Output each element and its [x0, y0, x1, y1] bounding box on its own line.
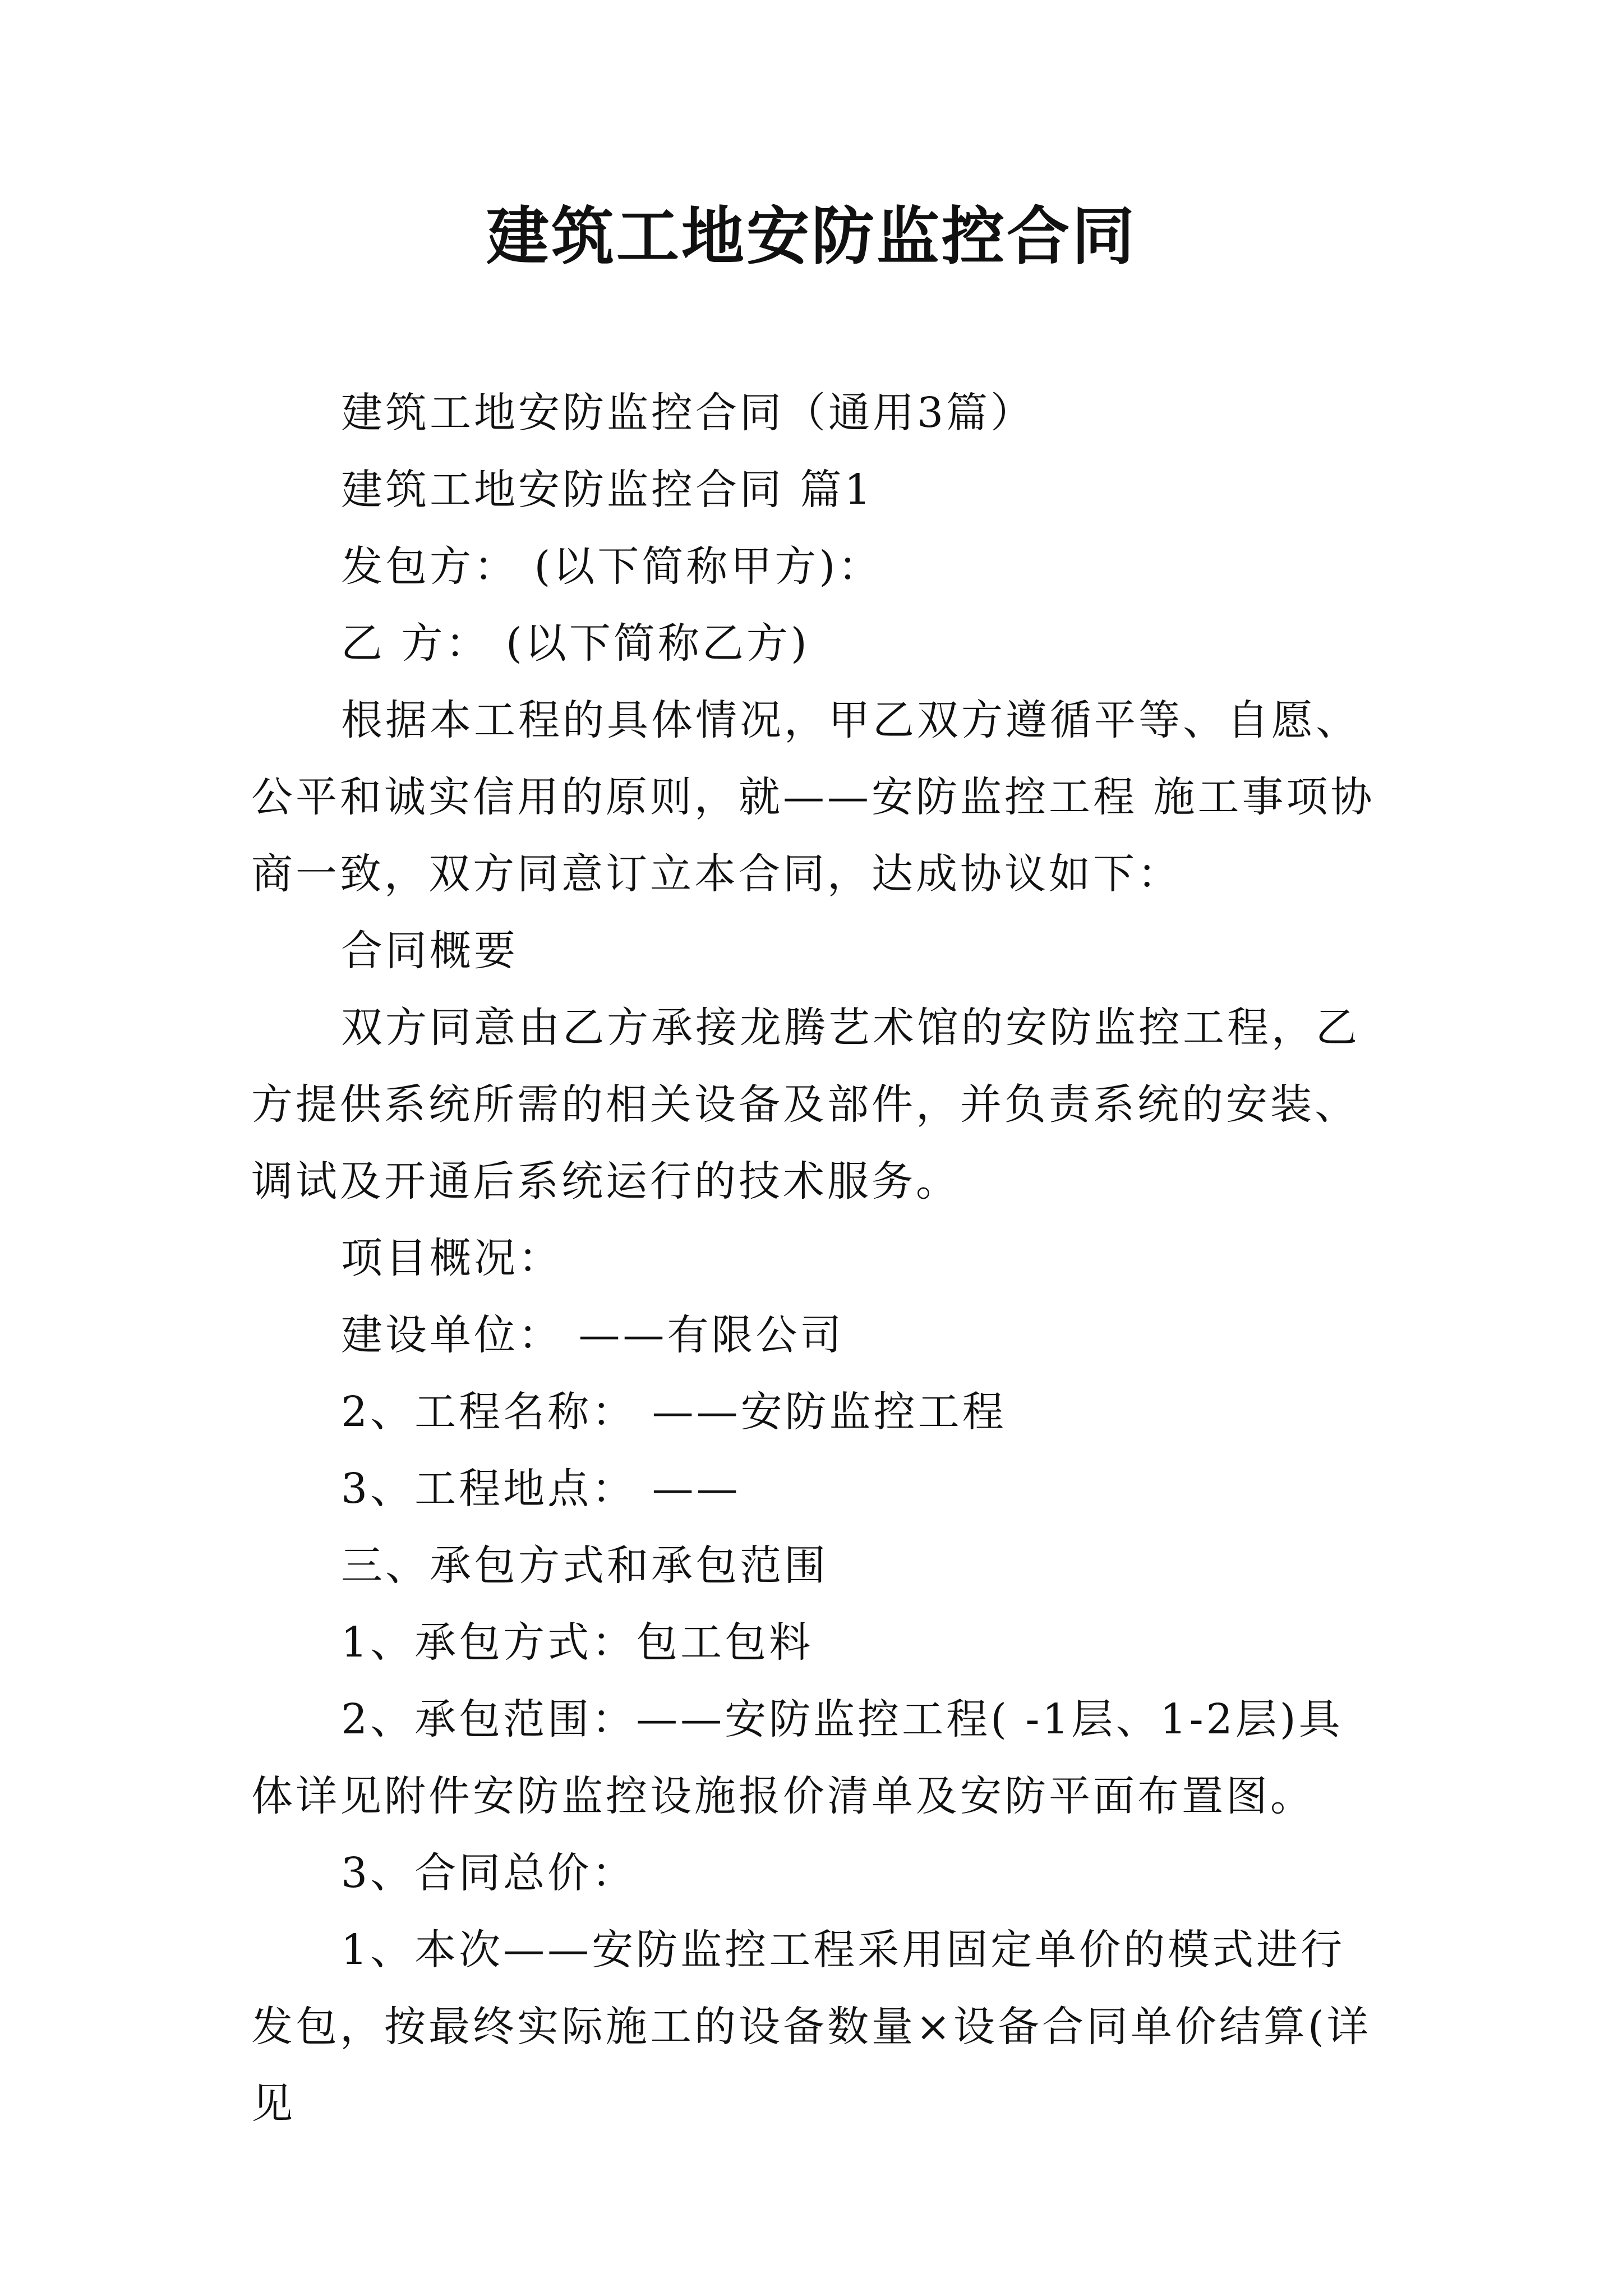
- paragraph-preamble: 根据本工程的具体情况，甲乙双方遵循平等、自愿、公平和诚实信用的原则，就——安防监控工程 施工事项协商一致，双方同意订立本合同，达成协议如下：: [251, 696, 1375, 898]
- paragraph-contract-summary: 双方同意由乙方承接龙腾艺术馆的安防监控工程，乙方提供系统所需的相关设备及部件，并负责系统的安装、调试及开通后系统运行的技术服务。: [251, 1004, 1360, 1205]
- paragraph-project-location: 3、工程地点： ——: [341, 1465, 741, 1513]
- paragraph-total-price-heading: 3、合同总价：: [341, 1849, 637, 1897]
- paragraph-contract-summary-heading: 合同概要: [341, 927, 518, 975]
- paragraph-pricing-model: 1、本次——安防监控工程采用固定单价的模式进行发包，按最终实际施工的设备数量×设备合同单价结算(详见: [251, 1926, 1371, 2128]
- paragraph-party-a: 发包方： (以下简称甲方)：: [341, 542, 883, 591]
- document-title: 建筑工地安防监控合同: [486, 200, 1137, 273]
- paragraph-party-b: 乙 方： (以下简称乙方): [341, 619, 810, 668]
- document-body: [251, 375, 1385, 2142]
- paragraph-project-overview-heading: 项目概况：: [341, 1234, 562, 1282]
- paragraph-section-heading: 建筑工地安防监控合同 篇1: [341, 466, 874, 514]
- paragraph-contracting-method: 1、承包方式：包工包料: [341, 1618, 814, 1667]
- paragraph-contracting-scope: 2、承包范围：——安防监控工程( -1层、1-2层)具体详见附件安防监控设施报价清单及安防平面布置图。: [251, 1695, 1343, 1820]
- paragraph-construction-unit: 建设单位： ——有限公司: [341, 1311, 845, 1359]
- paragraph-contracting-heading: 三、承包方式和承包范围: [341, 1542, 828, 1590]
- paragraph-subtitle: 建筑工地安防监控合同（通用3篇）: [341, 389, 1035, 437]
- paragraph-project-name: 2、工程名称： ——安防监控工程: [341, 1388, 1007, 1436]
